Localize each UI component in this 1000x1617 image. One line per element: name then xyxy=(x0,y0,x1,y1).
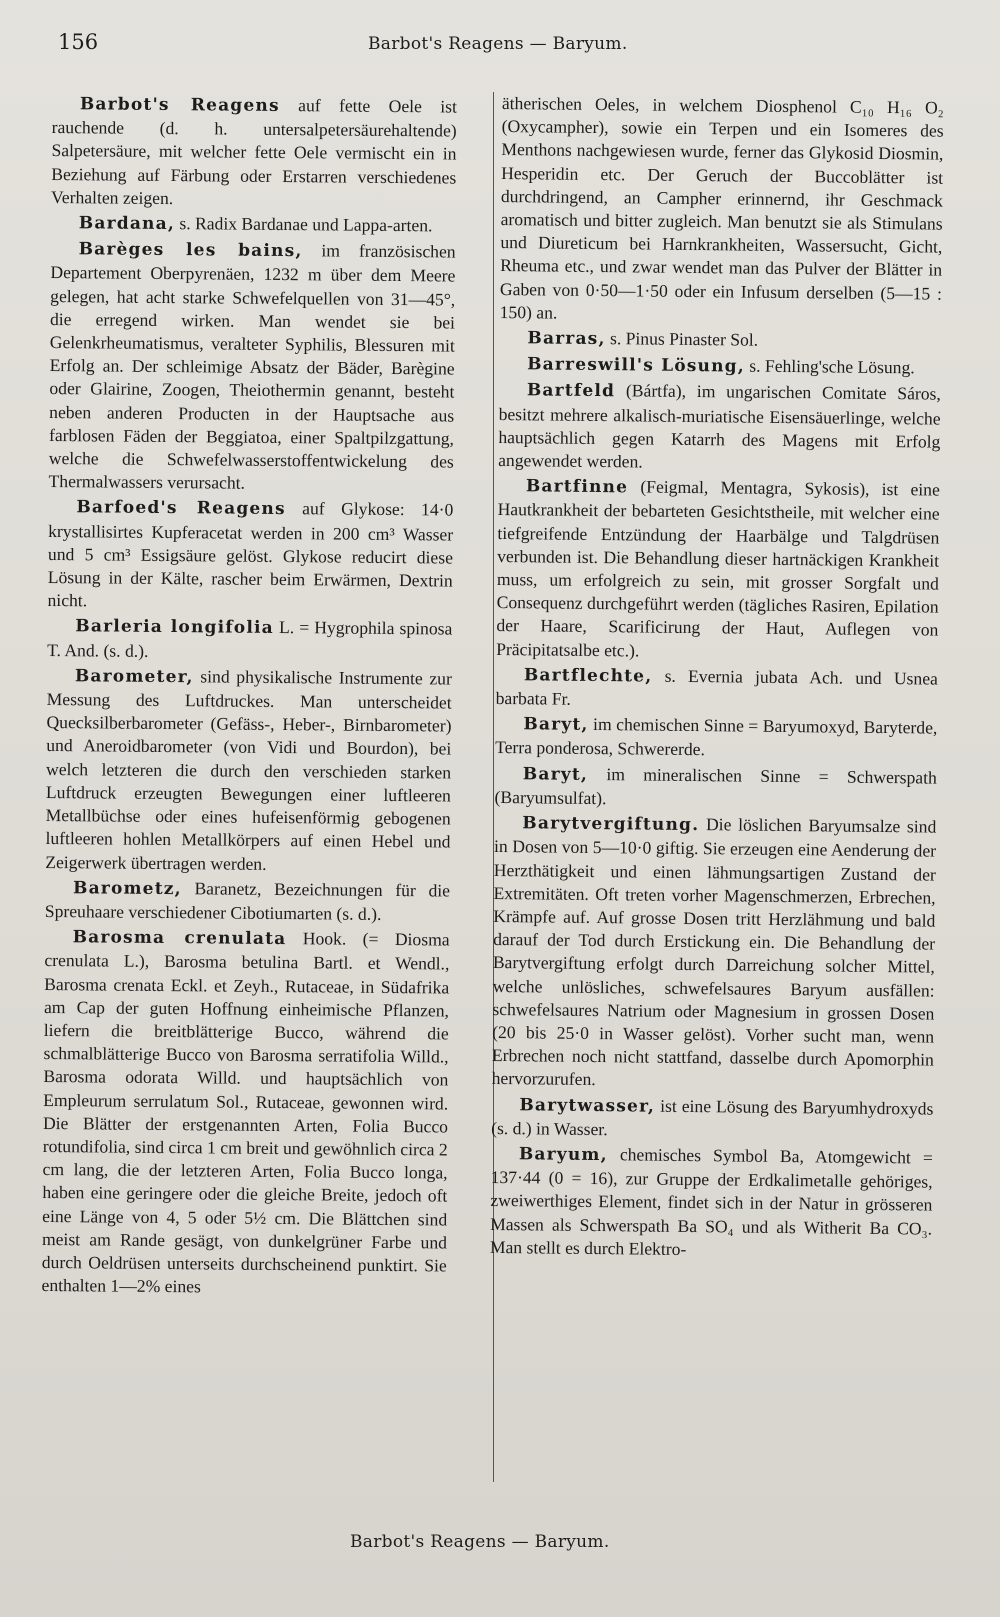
entry-text: (Feigmal, Mentagra, Sykosis), ist eine Hautkrankheit der bebarteten Gesichtstheile, mit welcher eine tiefgreifende Entzündung der Haarbälge und Talgdrüsen verbunden ist. Die Behandlung dieser hartnäckigen Krankheit muss, um erfolgreich zu sein, mit grosser Sorgfalt und Consequenz durchgeführt werden (tägliches Rasiren, Epilation der Haare, Scarificirung der Haut, Auflegen von Präcipitatsalbe etc.). xyxy=(496,476,940,661)
entry-headword: Barfoed's Reagens xyxy=(76,497,286,520)
entry-text: ist eine Lösung des Baryumhydroxyds (s. d.) in Wasser. xyxy=(491,1095,934,1139)
dictionary-entry xyxy=(499,326,941,355)
entry-headword: Bardana, xyxy=(78,213,176,235)
entry-text: auf fette Oele ist rauchende (d. h. untersalpetersäurehaltende) Salpetersäure, mit welcher fette Oele vermischt ein in Beziehung auf Färbung oder Erstarren verschiedenes Verhalten zeigen. xyxy=(50,94,457,208)
left-column xyxy=(41,92,457,1303)
dictionary-entry xyxy=(492,811,937,1095)
entry-text: chemisches Symbol Ba, Atomgewicht = 137·44 (0 = 16), zur Gruppe der Erdkalimetalle gehöriges, zweiwerthiges Element, findet sich in der Natur in grösseren Massen als Schwerspath Ba SO₄ und als Witherit Ba CO₃. Man stellt es durch Elektro- xyxy=(489,1144,933,1259)
entry-text: (Bártfa), im ungarischen Comitate Sáros, besitzt mehrere alkalisch-muriatische Eisensäuerlinge, welche hauptsächlich gegen Katarrh des Magens mit Erfolg angewendet werden. xyxy=(498,380,941,472)
entry-headword: Baryum, xyxy=(518,1144,608,1166)
page-footer: Barbot's Reagens — Baryum. xyxy=(350,1532,610,1552)
dictionary-entry xyxy=(496,474,940,665)
entry-headword: Barytvergiftung. xyxy=(522,813,700,836)
entry-headword: Barometer, xyxy=(74,666,194,688)
dictionary-entry xyxy=(499,352,941,381)
entry-text: Baranetz, Bezeichnungen für die Spreuhaare verschiedener Cibotiumarten (s. d.). xyxy=(44,877,451,924)
running-head: Barbot's Reagens — Baryum. xyxy=(368,34,628,54)
right-column xyxy=(490,92,944,1266)
entry-text: s. Evernia jubata Ach. und Usnea barbata Fr. xyxy=(495,665,938,709)
dictionary-entry xyxy=(495,712,937,764)
entry-headword: Barreswill's Lösung, xyxy=(527,354,746,377)
entry-text: L. = Hygrophila spinosa T. And. (s. d.). xyxy=(47,617,453,661)
entry-headword: Bartflechte, xyxy=(523,665,653,687)
entry-text: im französischen Departement Oberpyrenäen, 1232 m über dem Meere gelegen, hat acht starke Schwefelquellen von 31—45°, die erregend wirken. Man wendet sie bei Gelenkrheumatismus, veralteter Syphilis, Blessuren mit Erfolg an. Der schleimige Absatz der Bäder, Barègine oder Glairine, Zoogen, Theiothermin genannt, besteht neben anderen Producten in der Hauptsache aus farblosen Fäden der Beggiatoa, einer Spaltpilzgattung, welche die Schwefelwasserstoffentwickelung des Thermalwassers verursacht. xyxy=(48,240,456,493)
page-number: 156 xyxy=(58,30,99,54)
entry-text: Die löslichen Baryumsalze sind in Dosen von 5—10·0 giftig. Sie erzeugen eine Aenderung der Herzthätigkeit und einen lähmungsartigen Zustand der Extremitäten. Oft treten vorher Magenschmerzen, Erbrechen, Krämpfe auf. Auf grosse Dosen tritt Herzlähmung und bald darauf der Tod durch Erstickung ein. Die Behandlung der Barytvergiftung erfolgt durch Darreichung solcher Mittel, welche unlösliches, schwefelsaures Baryum ausfällen: schwefelsaures Natrium oder Magnesium in grossen Dosen (20 bis 25·0 in Wasser gelöst). Vorher sucht man, wenn Erbrechen noch nicht stattfand, dasselbe durch Apomorphin hervorzurufen. xyxy=(491,814,937,1090)
dictionary-entry xyxy=(498,378,941,476)
entry-text: sind physikalische Instrumente zur Messung des Luftdruckes. Man unterscheidet Quecksilberbarometer (Gefäss-, Heber-, Birnbarometer) und Aneroidbarometer (von Vidi und Bourdon), bei welch letzteren die durch den verschieden starken Luftdruck erzeugten Bewegungen einer luftleeren Metallbüchse oder eines hufeisenförmig gebogenen luftleeren hohlen Metallkörpers auf einen Hebel und Zeigerwerk übertragen werden. xyxy=(45,666,452,874)
entry-text: Hook. (= Diosma crenulata L.), Barosma betulina Bartl. et Wendl., Barosma crenata Eckl. et Zeyh., Rutaceae, in Südafrika am Cap der guten Hoffnung einheimische Pflanzen, liefern die breitblätterige Bucco, während die schmalblätterige Bucco von Barosma serratifolia Willd., Barosma odorata Willd. und hauptsächlich von Empleurum serrulatum Sol., Rutaceae, gewonnen wird. Die Blätter der erstgenannten Arten, Folia Bucco rotundifolia, sind circa 1 cm breit und gewöhnlich circa 2 cm lang, die der letzteren Arten, Folia Bucco longa, haben eine geringere oder die gleiche Breite, jedoch oft eine Länge von 4, 5 oder 5½ cm. Die Blättchen sind meist am Rande gesägt, von dunkelgrüner Farbe und durch Oeldrüsen unterseits durchscheinend punktirt. Sie enthalten 1—2% eines xyxy=(41,928,450,1297)
dictionary-entry xyxy=(500,92,944,329)
entry-headword: Barytwasser, xyxy=(519,1094,656,1117)
entry-headword: Barometz, xyxy=(72,877,182,899)
entry-headword: Barèges les bains, xyxy=(78,239,303,262)
entry-headword: Baryt, xyxy=(522,763,589,785)
dictionary-entry xyxy=(47,495,453,616)
dictionary-entry xyxy=(48,237,455,497)
entry-headword: Barras, xyxy=(527,328,606,350)
entry-text: auf Glykose: 14·0 krystallisirtes Kupferacetat werden in 200 cm³ Wasser und 5 cm³ Essigsäure gelöst. Glykose reducirt diese Lösung in der Kälte, rascher beim Erwärmen, Dextrin nicht. xyxy=(47,498,454,611)
dictionary-entry xyxy=(491,1092,933,1144)
entry-text: s. Radix Bardanae und Lappa-arten. xyxy=(174,213,433,236)
dictionary-entry xyxy=(51,92,457,213)
dictionary-entry xyxy=(494,762,936,814)
entry-text: im mineralischen Sinne = Schwerspath (Baryumsulfat). xyxy=(494,763,937,809)
page-header xyxy=(58,30,960,64)
entry-headword: Bartfeld xyxy=(526,380,616,402)
dictionary-entry xyxy=(41,925,449,1301)
dictionary-entry xyxy=(47,614,452,665)
dictionary-entry xyxy=(45,664,452,877)
entry-headword: Barbot's Reagens xyxy=(79,94,280,116)
entry-headword: Barosma crenulata xyxy=(72,927,287,950)
entry-text: ätherischen Oeles, in welchem Diosphenol C₁₀ H₁₆ O₂ (Oxycampher), sowie ein Terpen und ein Isomeres des Menthons nachgewiesen wurde, ferner das Glykosid Diosmin, Hesperidin etc. Der Geruch der Buccoblätter ist durchdringend, an Campher erinnernd, ihr Geschmack aromatisch und bitter zugleich. Man benutzt sie als Stimulans und Diureticum bei Harnkrankheiten, Wassersucht, Gicht, Rheuma etc., und zwar wendet man das Pulver der Blätter in Gaben von 0·50—1·50 oder ein Infusum derselben (5—15 : 150) an. xyxy=(499,92,944,323)
dictionary-entry xyxy=(496,663,938,715)
entry-text: im chemischen Sinne = Baryumoxyd, Baryterde, Terra ponderosa, Schwererde. xyxy=(495,714,938,760)
entry-headword: Barleria longifolia xyxy=(75,616,274,639)
entry-headword: Baryt, xyxy=(523,714,589,736)
dictionary-entry xyxy=(51,211,456,239)
entry-text: s. Pinus Pinaster Sol. xyxy=(605,328,759,350)
entry-text: s. Fehling'sche Lösung. xyxy=(744,355,915,378)
dictionary-entry xyxy=(490,1142,933,1264)
dictionary-entry xyxy=(45,876,450,927)
entry-headword: Bartfinne xyxy=(525,476,629,498)
